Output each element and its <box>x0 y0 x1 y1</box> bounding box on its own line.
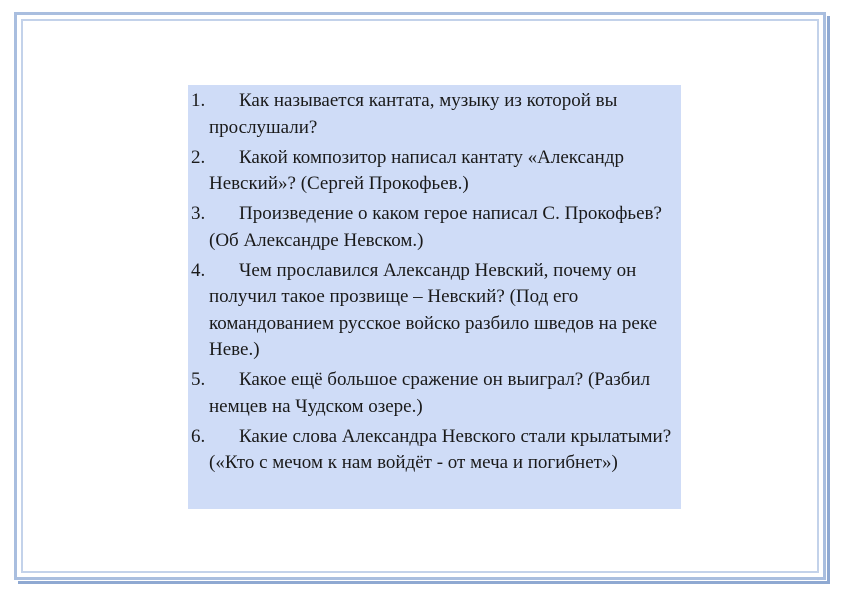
question-item <box>191 258 677 364</box>
question-item <box>191 424 677 477</box>
question-item <box>191 145 677 198</box>
question-item <box>191 367 677 420</box>
question-list <box>191 88 677 477</box>
question-number: 6. <box>191 425 206 447</box>
question-text: Какие слова Александра Невского стали крылатыми? («Кто с мечом к нам войдёт - от меча и погибнет») <box>209 425 672 473</box>
question-item <box>191 201 677 254</box>
question-text: Какое ещё большое сражение он выиграл? (Разбил немцев на Чудском озере.) <box>209 369 651 417</box>
question-number: 2. <box>191 146 206 168</box>
question-text: Произведение о каком герое написал С. Прокофьев? (Об Александре Невском.) <box>209 203 662 251</box>
question-text: Какой композитор написал кантату «Александр Невский»? (Сергей Прокофьев.) <box>209 146 624 194</box>
question-number: 1. <box>191 90 206 111</box>
question-text: Как называется кантата, музыку из которой вы прослушали? <box>209 90 618 138</box>
question-text: Чем прославился Александр Невский, почему он получил такое прозвище – Невский? (Под его командованием русское войско разбило шведов на реке Неве.) <box>209 259 658 360</box>
questions-textbox <box>188 85 681 509</box>
question-number: 4. <box>191 259 206 281</box>
question-number: 5. <box>191 369 206 390</box>
question-number: 3. <box>191 203 206 224</box>
question-item <box>191 88 677 141</box>
